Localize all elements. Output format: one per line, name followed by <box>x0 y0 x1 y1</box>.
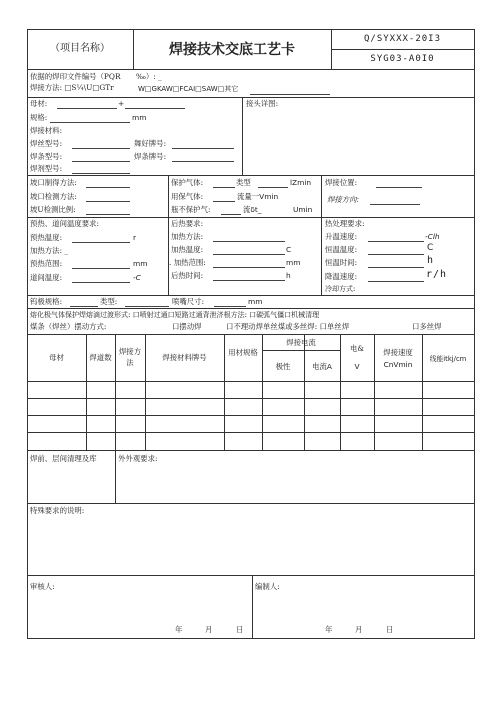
pqr-value: ‰）: _ <box>136 72 162 81</box>
pqr-label: 依据的焊印文件编号（PQR <box>30 72 121 81</box>
interpass-temp-unit: -C <box>133 273 141 282</box>
cool-rate-label: 降温速度: <box>325 272 358 281</box>
swing-option-multi[interactable]: 口多丝焊 <box>412 322 442 331</box>
col-material-brand: 焊接材料牌号 <box>162 353 207 362</box>
shield-gas-unit: lZmin <box>290 178 312 187</box>
weld-material-label: 焊接材料: <box>30 126 63 135</box>
post-time-label: 后热时间: <box>171 271 204 280</box>
joint-drawing-label: 接头详图: <box>246 99 279 108</box>
post-time-unit: h <box>286 271 291 280</box>
post-temp-field[interactable] <box>213 246 285 255</box>
reviewer-month: 月 <box>205 625 213 634</box>
weld-position-label: 焊接位置: <box>325 178 358 187</box>
weld-direction-field[interactable] <box>370 196 420 205</box>
shield-gas-flow-field[interactable] <box>258 179 288 188</box>
preparer-label: 编制人: <box>255 582 280 591</box>
wire-model-field[interactable] <box>72 140 130 149</box>
spec-label: 规格: <box>30 113 48 122</box>
col-pass-count: 焊道数 <box>89 353 112 362</box>
back-gas-label: 用保气体: <box>171 192 204 201</box>
post-method-label: 加热方法: <box>171 232 204 241</box>
preheat-title: 预热、道间温度要求: <box>30 219 100 228</box>
project-name: （项目名称） <box>50 43 110 54</box>
rod-brand-label: 焊条牌号: <box>134 152 167 161</box>
base-metal-field-1[interactable] <box>57 100 117 109</box>
method-label: 焊接方法: □S¼\U□GTr <box>30 83 114 92</box>
post-range-field[interactable] <box>213 259 285 268</box>
col-speed: 焊接速度 <box>383 348 413 357</box>
hold-temp-field[interactable] <box>368 246 424 255</box>
preparer-day: 日 <box>386 625 394 634</box>
interpass-temp-field[interactable] <box>72 274 130 283</box>
interpass-temp-label: 道间温度: <box>30 273 63 282</box>
col-polarity: 极性 <box>275 362 291 371</box>
col-amp: 电流A <box>312 362 332 371</box>
preheat-temp-unit: r <box>133 233 137 242</box>
hold-temp-label: 恒温温度: <box>325 245 358 254</box>
transfer-mode: 熔化极气体保护焊熔滴过渡形式: 口喷射过通口短路过通背泄济根方法: 口碳弧气僵口机械清理 <box>30 311 320 319</box>
reviewer-label: 审核人: <box>30 582 55 591</box>
reviewer-year: 年 <box>175 625 183 634</box>
preparer-year: 年 <box>325 625 333 634</box>
cool-mode-label: 冷却方式: <box>325 285 356 293</box>
preheat-temp-field[interactable] <box>72 234 130 243</box>
page-title: 焊接技术交底工艺卡 <box>169 42 295 58</box>
back-gas-flow: 流量一Vmin <box>237 192 279 201</box>
groove-method-field[interactable] <box>86 179 130 188</box>
special-label: 特殊要求的说明: <box>30 506 85 515</box>
col-current: 焊接电流 <box>286 338 316 347</box>
cool-rate-field[interactable] <box>368 273 424 282</box>
tungsten-type-label: 类型: <box>100 297 118 306</box>
post-range-unit: mm <box>286 258 301 267</box>
nozzle-field[interactable] <box>214 298 246 307</box>
post-temp-label: 加热温度: <box>171 245 204 254</box>
nozzle-unit: mm <box>248 297 263 306</box>
tail-gas-label: 瓶不保护气: <box>171 205 211 214</box>
swing-option-single[interactable]: 口不理动焊单丝煤或多丝焊: 口单丝焊 <box>226 322 350 331</box>
preheat-temp-label: 预热温度: <box>30 233 63 242</box>
preheat-range-label: 预热范围: <box>30 259 63 268</box>
tail-gas-unit: Umin <box>293 205 313 214</box>
col-heat-input: 线能itkj/cm <box>429 355 467 363</box>
base-metal-plus: + <box>118 99 125 108</box>
method-other-field[interactable] <box>250 86 330 95</box>
tungsten-type-field[interactable] <box>125 298 169 307</box>
card-code: SYG03-A0I0 <box>370 54 435 64</box>
preheat-range-field[interactable] <box>72 260 130 269</box>
rod-model-label: 焊条型号: <box>30 152 63 161</box>
hold-time-field[interactable] <box>368 259 424 268</box>
spec-field[interactable] <box>50 114 130 123</box>
heat-method-label: 加热方法: _ <box>30 246 69 255</box>
hold-temp-unit: C <box>427 243 434 253</box>
groove-method-label: 坡口制得方法: <box>30 178 77 187</box>
col-weld-method: 焊接方法 <box>118 347 142 367</box>
hold-time-unit: h <box>427 255 434 266</box>
rod-model-field[interactable] <box>72 153 130 162</box>
preheat-range-unit: mm <box>133 259 148 268</box>
shield-gas-label: 保护气体: <box>171 178 204 187</box>
doc-code: Q/SYXXX-20I3 <box>363 34 442 44</box>
rise-rate-label: 升温速度: <box>325 232 358 241</box>
wire-brand-label: 舞好牌号: <box>134 139 167 148</box>
post-method-field[interactable] <box>213 233 285 242</box>
weld-direction-label: 焊接方向: <box>327 195 360 204</box>
back-gas-field[interactable] <box>213 193 235 202</box>
tail-gas-field[interactable] <box>221 206 241 215</box>
pwht-title: 热处理要求: <box>325 219 365 228</box>
nozzle-label: 喷嘴尺寸: <box>172 297 205 306</box>
col-voltage-unit: V <box>354 362 360 371</box>
wire-model-label: 焊丝型号: <box>30 139 63 148</box>
post-heat-title: 后热要求: <box>171 219 204 228</box>
rod-brand-field[interactable] <box>172 153 234 162</box>
col-spec: 用材规格 <box>228 348 258 357</box>
wire-brand-field[interactable] <box>172 140 234 149</box>
tungsten-label: 钨极规格: <box>30 297 63 306</box>
tungsten-field[interactable] <box>70 298 98 307</box>
base-metal-field-2[interactable] <box>125 100 185 109</box>
rise-rate-unit: -Clh <box>425 232 440 241</box>
cool-rate-unit: r/h <box>426 269 448 280</box>
base-metal-label: 母材: <box>30 99 48 108</box>
spec-unit: mm <box>132 113 147 122</box>
groove-ratio-label: 坡U检测比例: <box>30 205 76 214</box>
reviewer-day: 日 <box>236 625 244 634</box>
rise-rate-field[interactable] <box>368 233 424 242</box>
tail-gas-flow: 流δt_ <box>243 205 262 214</box>
post-temp-unit: C <box>286 245 292 254</box>
col-speed-unit: CnVmin <box>383 360 413 369</box>
groove-check-field[interactable] <box>86 193 130 202</box>
weld-position-field[interactable] <box>376 179 422 188</box>
col-voltage: 电& <box>350 344 364 353</box>
groove-ratio-field[interactable] <box>86 206 130 215</box>
flux-model-label: 焊剂型号: <box>30 164 63 173</box>
flux-model-field[interactable] <box>72 165 130 174</box>
groove-check-label: 坡口检测方法: <box>30 192 77 201</box>
swing-label: 煤条（焊丝）摆动方式: <box>30 322 107 331</box>
post-range-label: . 加热范围: <box>169 258 206 267</box>
shield-gas-field[interactable] <box>213 179 235 188</box>
shield-gas-type: 类型 <box>236 178 251 187</box>
preparer-month: 月 <box>355 625 363 634</box>
post-time-field[interactable] <box>213 272 285 281</box>
method-options: W□GKAW□FCAI□SAW□其它 <box>138 85 239 93</box>
cleaning-label: 焊前、层间清理及库 <box>30 454 97 463</box>
appearance-label: 外外观要求: <box>118 454 158 463</box>
hold-time-label: 恒温时间: <box>325 258 358 267</box>
swing-option-weave[interactable]: 口摆动焊 <box>172 322 202 331</box>
col-base-metal: 母材 <box>49 353 64 362</box>
